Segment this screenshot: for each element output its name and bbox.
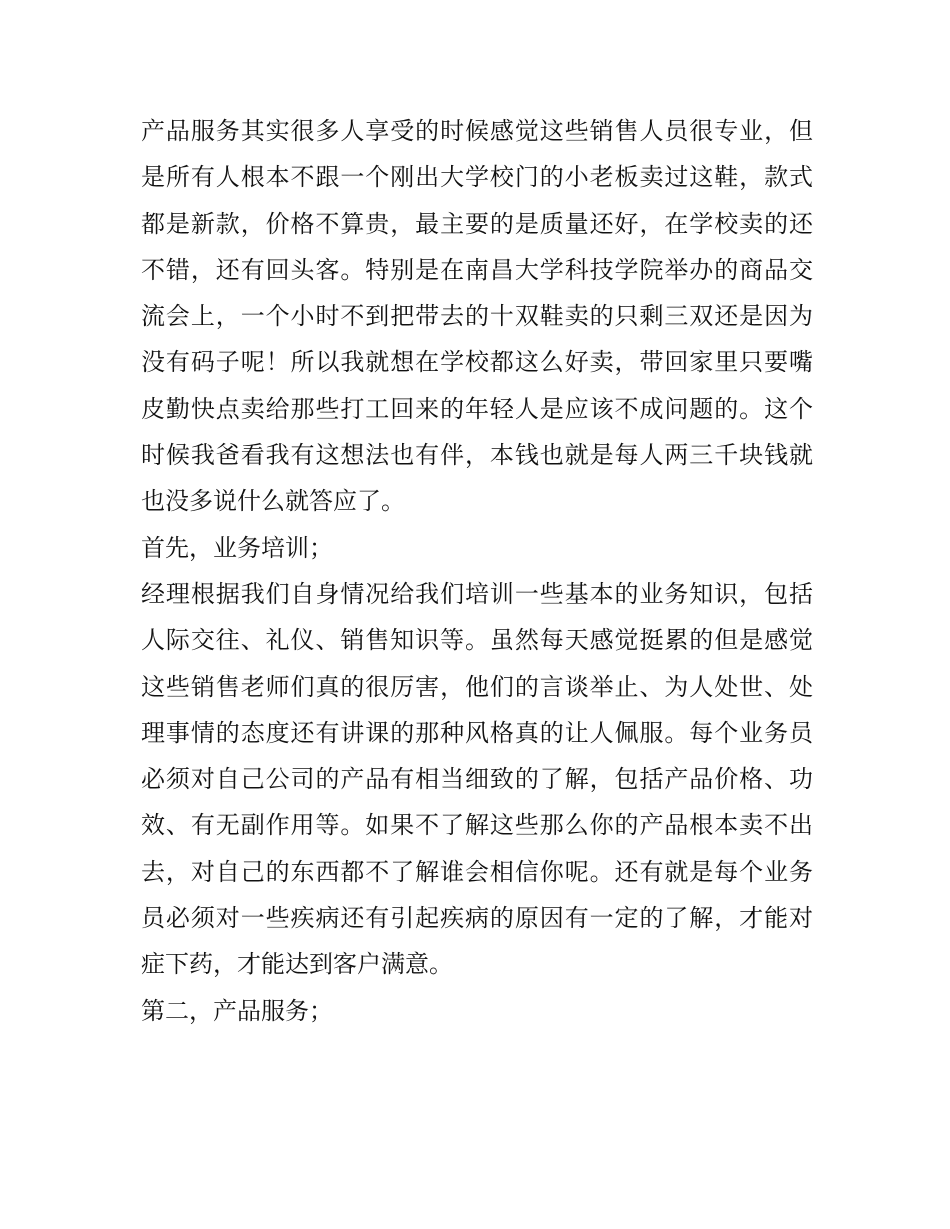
text-line: 不错，还有回头客。特别是在南昌大学科技学院举办的商品交	[141, 255, 813, 284]
text-line: 流会上，一个小时不到把带去的十双鞋卖的只剩三双还是因为	[141, 302, 813, 331]
text-line: 时候我爸看我有这想法也有伴，本钱也就是每人两三千块钱就	[141, 441, 813, 470]
text-line: 是所有人根本不跟一个刚出大学校门的小老板卖过这鞋，款式	[141, 163, 813, 192]
text-line: 皮勤快点卖给那些打工回来的年轻人是应该不成问题的。这个	[141, 394, 813, 423]
section-heading: 首先，业务培训；	[141, 533, 333, 562]
text-line: 这些销售老师们真的很厉害，他们的言谈举止、为人处世、处	[141, 672, 813, 701]
text-line: 人际交往、礼仪、销售知识等。虽然每天感觉挺累的但是感觉	[141, 626, 813, 655]
paragraph-end-line: 症下药，才能达到客户满意。	[141, 950, 453, 979]
text-line: 没有码子呢！所以我就想在学校都这么好卖，带回家里只要嘴	[141, 348, 813, 377]
text-line: 去，对自己的东西都不了解谁会相信你呢。还有就是每个业务	[141, 857, 813, 886]
body-text	[141, 108, 813, 1034]
section-heading: 第二，产品服务；	[141, 996, 333, 1025]
text-line: 效、有无副作用等。如果不了解这些那么你的产品根本卖不出	[141, 811, 813, 840]
text-line: 员必须对一些疾病还有引起疾病的原因有一定的了解，才能对	[141, 904, 813, 933]
paragraph-end-line: 也没多说什么就答应了。	[141, 487, 405, 516]
text-line: 都是新款，价格不算贵，最主要的是质量还好，在学校卖的还	[141, 209, 813, 238]
text-line: 经理根据我们自身情况给我们培训一些基本的业务知识，包括	[141, 579, 813, 608]
text-line: 必须对自己公司的产品有相当细致的了解，包括产品价格、功	[141, 765, 813, 794]
text-line: 理事情的态度还有讲课的那种风格真的让人佩服。每个业务员	[141, 718, 813, 747]
text-line: 产品服务其实很多人享受的时候感觉这些销售人员很专业，但	[141, 117, 813, 145]
